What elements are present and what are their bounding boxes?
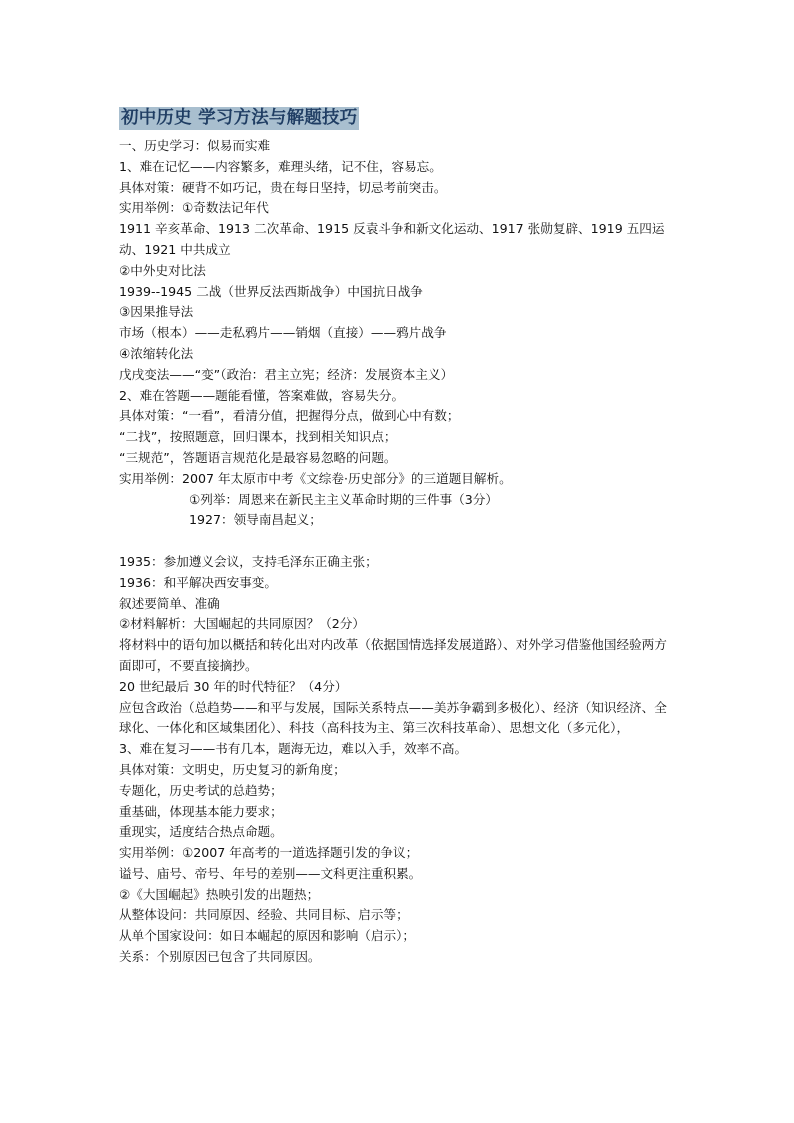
text-line: 20 世纪最后 30 年的时代特征？（4分） — [119, 678, 348, 694]
text-paragraph: 应包含政治（总趋势——和平与发展，国际关系特点——美苏争霸到多极化）、经济（知识经济、全球化、一体化和区域集团化）、科技（高科技为主、第三次科技革命）、思想文化（多元化）， — [119, 699, 667, 736]
text-line: 2、难在答题——题能看懂，答案难做，容易失分。 — [119, 387, 405, 403]
text-line: 3、难在复习——书有几本，题海无边，难以入手，效率不高。 — [119, 741, 468, 757]
text-line: 具体对策：文明史，历史复习的新角度； — [119, 761, 346, 777]
text-line: 谥号、庙号、帝号、年号的差别——文科更注重积累。 — [119, 865, 422, 881]
text-line: 具体对策：硬背不如巧记，贵在每日坚持，切忌考前突击。 — [119, 179, 447, 195]
text-line: 从单个国家设问：如日本崛起的原因和影响（启示）； — [119, 928, 415, 944]
text-line: ②《大国崛起》热映引发的出题热； — [119, 886, 320, 902]
text-line: 1935：参加遵义会议，支持毛泽东正确主张； — [119, 553, 378, 569]
text-line: 关系：个别原因已包含了共同原因。 — [119, 949, 321, 965]
document-body — [119, 107, 679, 968]
text-line: ②中外史对比法 — [119, 262, 206, 278]
text-line: 一、历史学习：似易而实难 — [119, 138, 271, 153]
text-line: ①列举：周恩来在新民主主义革命时期的三件事（3分） — [189, 491, 498, 507]
text-line: ②材料解析：大国崛起的共同原因？（2分） — [119, 616, 365, 632]
text-line: 戊戌变法——“变”（政治：君主立宪；经济：发展资本主义） — [119, 366, 454, 382]
text-line: ③因果推导法 — [119, 304, 194, 320]
text-line: “二找”，按照题意，回归课本，找到相关知识点； — [119, 429, 397, 445]
text-line: 叙述要简单、准确 — [119, 595, 220, 611]
text-line: ④浓缩转化法 — [119, 345, 194, 361]
text-line: 1、难在记忆——内容繁多，难理头绪，记不住，容易忘。 — [119, 158, 442, 174]
text-line: 重现实，适度结合热点命题。 — [119, 824, 283, 840]
text-line: 市场（根本）——走私鸦片——销烟（直接）——鸦片战争 — [119, 325, 447, 341]
text-line: 实用举例：①奇数法记年代 — [119, 200, 269, 216]
text-line: “三规范”，答题语言规范化是最容易忽略的问题。 — [119, 449, 397, 465]
text-paragraph: 1911 辛亥革命、1913 二次革命、1915 反袁斗争和新文化运动、1917 张勋复辟、1919 五四运动、1921 中共成立 — [119, 221, 665, 257]
text-line: 具体对策：“一看”，看清分值，把握得分点，做到心中有数； — [119, 408, 460, 424]
text-line: 专题化，历史考试的总趋势； — [119, 782, 283, 798]
text-line: 从整体设问：共同原因、经验、共同目标、启示等； — [119, 907, 409, 923]
text-line: 实用举例：①2007 年高考的一道选择题引发的争议； — [119, 845, 419, 861]
text-line: 1927：领导南昌起义； — [189, 512, 322, 528]
blank-line — [119, 531, 679, 552]
text-line: 1939--1945 二战（世界反法西斯战争）中国抗日战争 — [119, 283, 423, 299]
text-paragraph: 将材料中的语句加以概括和转化出对内改革（依据国情选择发展道路）、对外学习借鉴他国经验两方面即可，不要直接摘抄。 — [119, 637, 667, 673]
text-line: 1936：和平解决西安事变。 — [119, 574, 277, 590]
text-line: 重基础，体现基本能力要求； — [119, 803, 283, 819]
text-line: 实用举例：2007 年太原市中考《文综卷·历史部分》的三道题目解析。 — [119, 470, 512, 486]
document-title: 初中历史 学习方法与解题技巧 — [121, 108, 358, 128]
